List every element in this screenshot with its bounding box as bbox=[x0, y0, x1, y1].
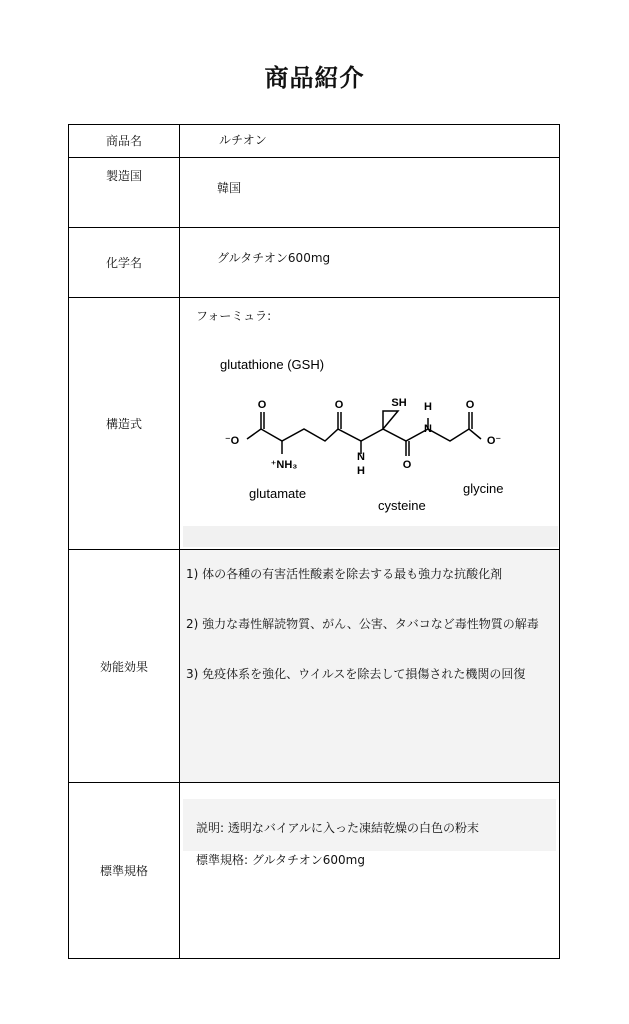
carbonyl-oxygen-3-label: O bbox=[465, 399, 475, 411]
effect-item-3: 3) 免疫体系を強化、ウイルスを除去して損傷された機関の回復 bbox=[186, 667, 526, 681]
molecule-bonds bbox=[247, 411, 481, 456]
country-label: 製造国 bbox=[105, 169, 142, 183]
effect-item-1: 1) 体の各種の有害活性酸素を除去する最も強力な抗酸化剤 bbox=[186, 567, 503, 581]
country-value: 韓国 bbox=[217, 181, 242, 195]
chemical-name-label: 化学名 bbox=[105, 256, 142, 270]
effects-label: 効能効果 bbox=[99, 659, 148, 674]
carbonyl-oxygen-1-label: O bbox=[257, 399, 267, 411]
chemical-name-value: グルタチオン600mg bbox=[217, 251, 331, 265]
amide-hydrogen-top-label: H bbox=[424, 401, 432, 413]
amide-hydrogen-1-label: H bbox=[357, 465, 365, 477]
product-name-value: ルチオン bbox=[219, 133, 267, 147]
label-cell bbox=[69, 783, 180, 959]
value-cell bbox=[180, 228, 560, 298]
residue-glycine-label: glycine bbox=[463, 481, 504, 496]
carbonyl-oxygen-2-label: O bbox=[334, 399, 344, 411]
residue-cysteine-label: cysteine bbox=[378, 498, 426, 513]
carboxylate-left-label: ⁻O bbox=[224, 435, 240, 447]
label-cell bbox=[69, 298, 180, 550]
row-effects bbox=[69, 550, 560, 783]
value-cell bbox=[180, 550, 560, 783]
row-structure bbox=[69, 298, 560, 550]
product-name-label: 商品名 bbox=[105, 134, 142, 148]
value-cell bbox=[180, 158, 560, 228]
label-cell bbox=[69, 228, 180, 298]
row-chemical-name bbox=[69, 228, 560, 298]
diagram-title: glutathione (GSH) bbox=[220, 357, 325, 372]
standard-spec-text: 標準規格: グルタチオン600mg bbox=[196, 853, 365, 867]
diagram-shade bbox=[183, 526, 558, 547]
thiol-group-label: SH bbox=[391, 397, 407, 409]
page-title: 商品紹介 bbox=[264, 64, 365, 92]
row-country bbox=[69, 158, 560, 228]
label-cell bbox=[69, 158, 180, 228]
product-spec-table bbox=[68, 124, 560, 959]
value-cell bbox=[180, 298, 560, 550]
ammonium-label: ⁺NH₃ bbox=[270, 459, 298, 471]
formula-label: フォーミュラ: bbox=[196, 309, 272, 323]
label-cell bbox=[69, 550, 180, 783]
value-cell bbox=[180, 125, 560, 158]
effect-item-2: 2) 強力な毒性解読物質、がん、公害、タバコなど毒性物質の解毒 bbox=[186, 617, 539, 631]
row-standard bbox=[69, 783, 560, 959]
row-product-name bbox=[69, 125, 560, 158]
carbonyl-oxygen-4-label: O bbox=[402, 459, 412, 471]
amide-nitrogen-2-label: N bbox=[424, 423, 432, 435]
carboxylate-right-label: O⁻ bbox=[486, 435, 502, 447]
residue-glutamate-label: glutamate bbox=[249, 486, 307, 501]
value-cell bbox=[180, 783, 560, 959]
amide-nitrogen-1-label: N bbox=[357, 451, 365, 463]
structure-label: 構造式 bbox=[105, 417, 142, 431]
glutathione-structure-diagram bbox=[180, 298, 561, 548]
description-text: 説明: 透明なバイアルに入った凍結乾燥の白色の粉末 bbox=[196, 821, 480, 835]
label-cell bbox=[69, 125, 180, 158]
standard-label: 標準規格 bbox=[99, 864, 148, 878]
